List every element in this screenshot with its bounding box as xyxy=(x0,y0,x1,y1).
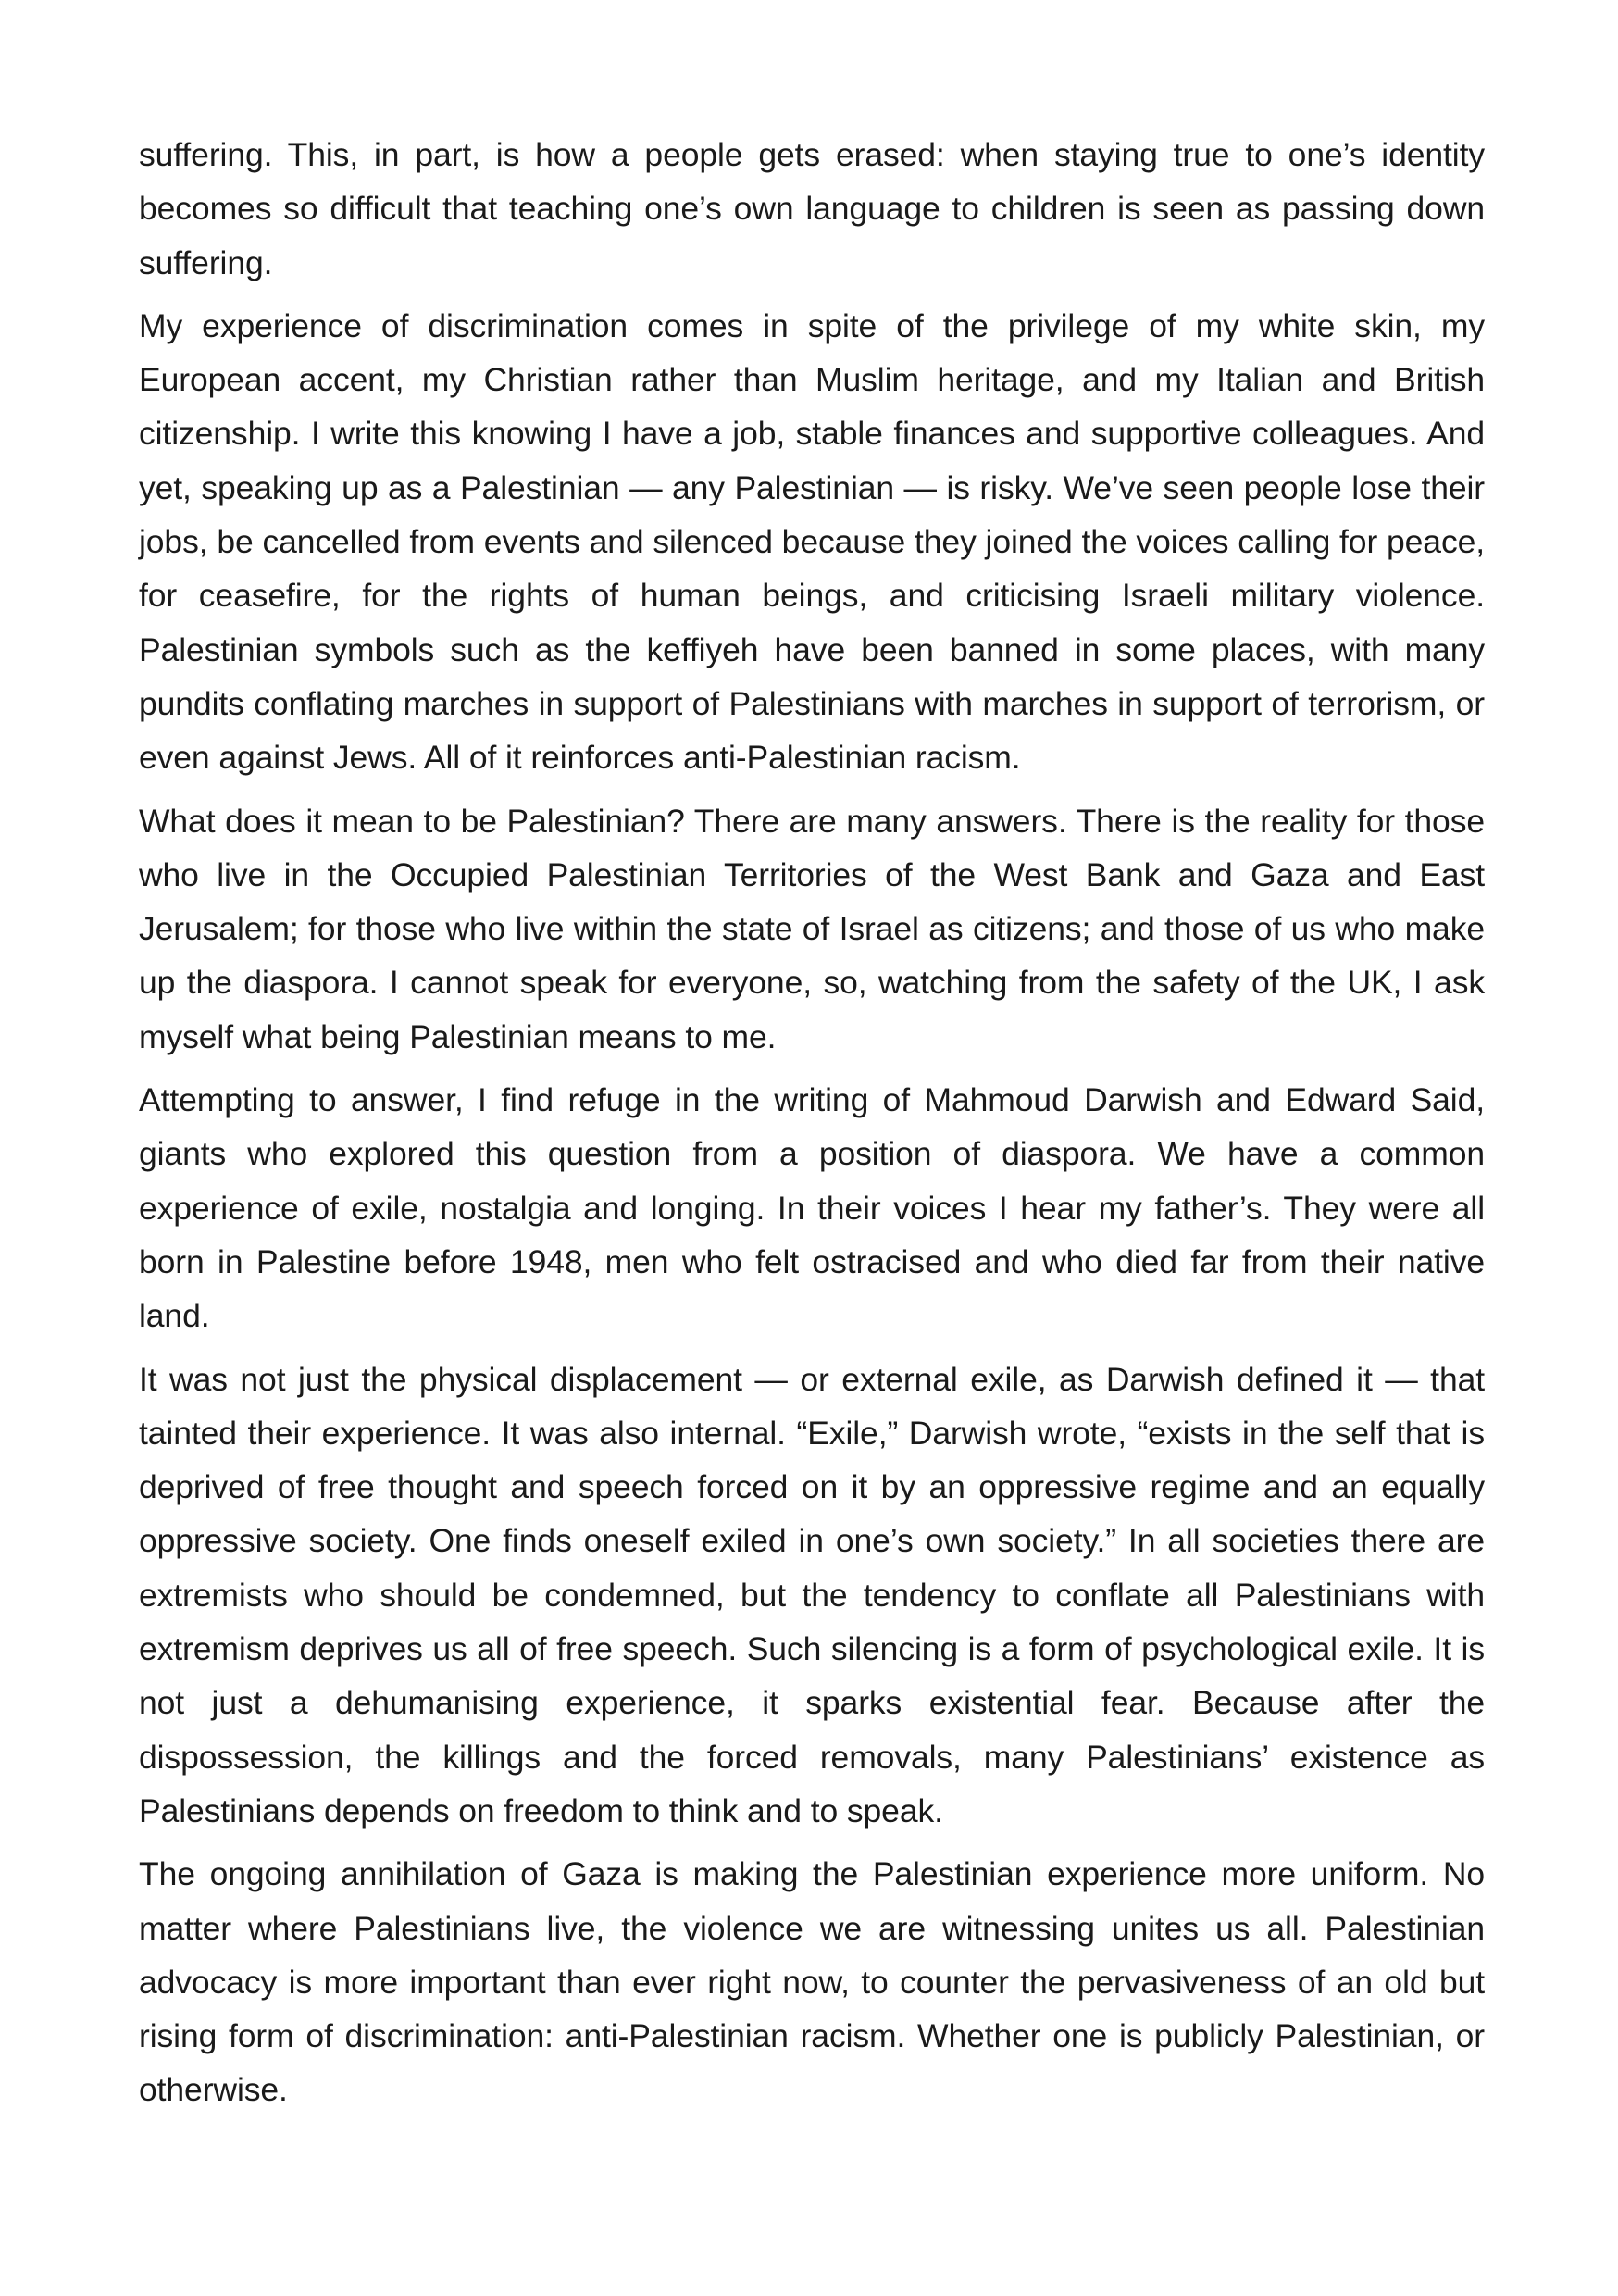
paragraph-4: Attempting to answer, I find refuge in the writing of Mahmoud Darwish and Edward Said, giants who explored this question from a position of diaspora. We have a common experience of exile, nostalgia and longing. In their voices I hear my father’s. They were all born in Palestine before 1948, men who felt ostracised and who died far from their native land. xyxy=(139,1081,1485,1335)
paragraph-6: The ongoing annihilation of Gaza is making the Palestinian experience more uniform. No matter where Palestinians live, the violence we are witnessing unites us all. Palestinian advocacy is more important than ever right now, to counter the pervasiveness of an old but rising form of discrimination: anti-Palestinian racism. Whether one is publicly Palestinian, or otherwise. xyxy=(139,1855,1485,2109)
paragraph-2: My experience of discrimination comes in spite of the privilege of my white skin, my European accent, my Christian rather than Muslim heritage, and my Italian and British citizenship. I write this knowing I have a job, stable finances and supportive colleagues. And yet, speaking up as a Palestinian — any Palestinian — is risky. We’ve seen people lose their jobs, be cancelled from events and silenced because they joined the voices calling for peace, for ceasefire, for the rights of human beings, and criticising Israeli military violence. Palestinian symbols such as the keffiyeh have been banned in some places, with many pundits conflating marches in support of Palestinians with marches in support of terrorism, or even against Jews. All of it reinforces anti-Palestinian racism. xyxy=(139,306,1485,777)
paragraph-1: suffering. This, in part, is how a people gets erased: when staying true to one’s identity becomes so difficult that teaching one’s own language to children is seen as passing down suffering. xyxy=(139,136,1485,281)
article-body xyxy=(139,128,1485,2117)
paragraph-5: It was not just the physical displacement — or external exile, as Darwish defined it — that tainted their experience. It was also internal. “Exile,” Darwish wrote, “exists in the self that is deprived of free thought and speech forced on it by an oppressive regime and an equally oppressive society. One finds oneself exiled in one’s own society.” In all societies there are extremists who should be condemned, but the tendency to conflate all Palestinians with extremism deprives us all of free speech. Such silencing is a form of psychological exile. It is not just a dehumanising experience, it sparks existential fear. Because after the dispossession, the killings and the forced removals, many Palestinians’ existence as Palestinians depends on freedom to think and to speak. xyxy=(139,1360,1485,1829)
paragraph-3: What does it mean to be Palestinian? There are many answers. There is the reality for those who live in the Occupied Palestinian Territories of the West Bank and Gaza and East Jerusalem; for those who live within the state of Israel as citizens; and those of us who make up the diaspora. I cannot speak for everyone, so, watching from the safety of the UK, I ask myself what being Palestinian means to me. xyxy=(139,802,1485,1055)
